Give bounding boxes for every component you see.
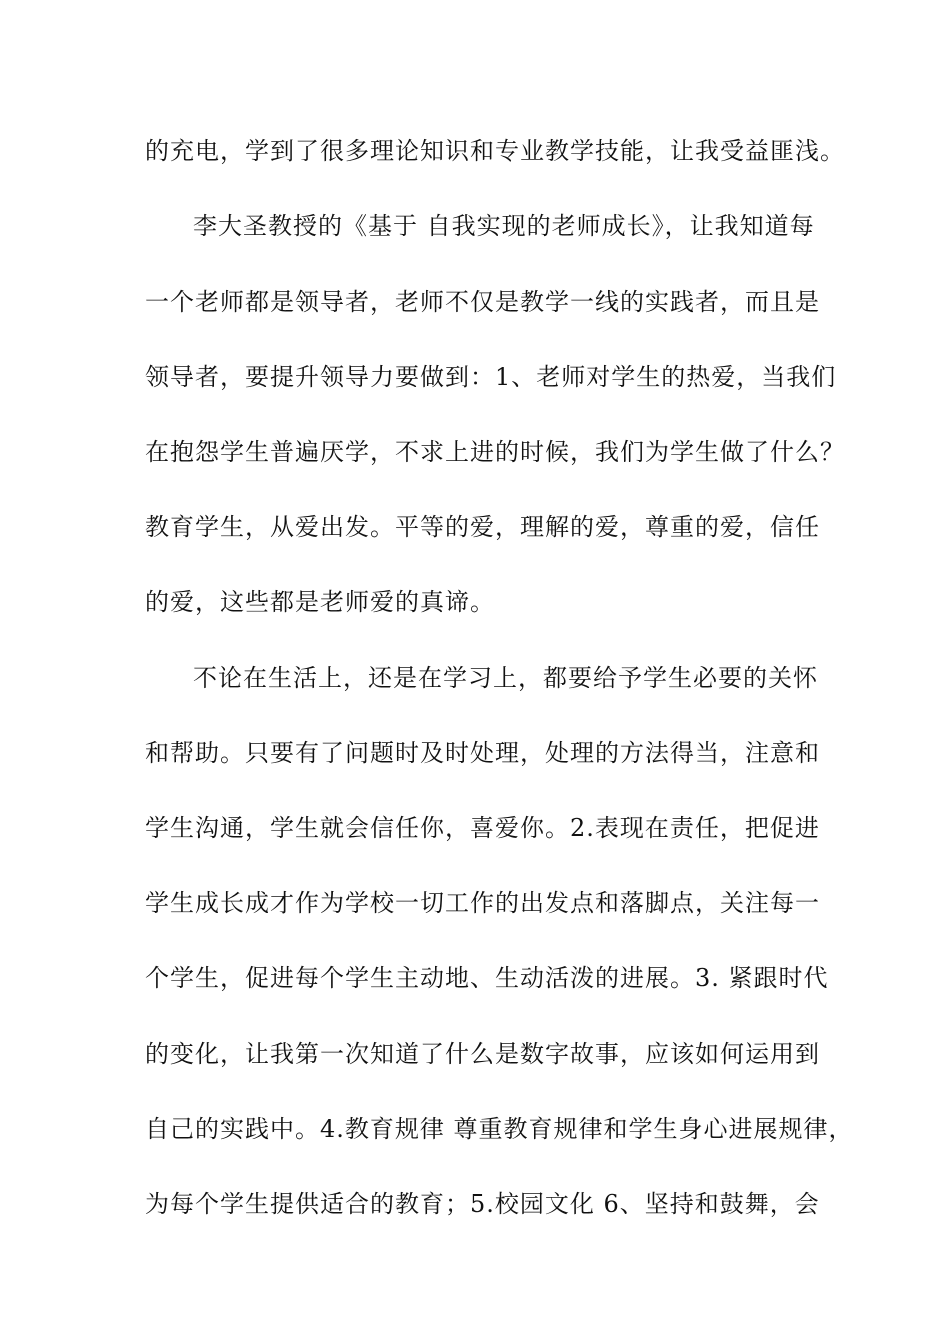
text-line: 的爱，这些都是老师爱的真谛。 bbox=[145, 588, 495, 616]
text-line: 学生沟通，学生就会信任你，喜爱你。2.表现在责任，把促进 bbox=[145, 814, 820, 842]
text-line: 在抱怨学生普遍厌学，不求上进的时候，我们为学生做了什么？ bbox=[145, 438, 845, 466]
text-line: 个学生，促进每个学生主动地、生动活泼的进展。3. 紧跟时代 bbox=[145, 964, 829, 992]
text-line: 自己的实践中。4.教育规律 尊重教育规律和学生身心进展规律， bbox=[145, 1115, 854, 1143]
text-line: 和帮助。只要有了问题时及时处理，处理的方法得当，注意和 bbox=[145, 739, 820, 767]
paragraph-first-line: 不论在生活上，还是在学习上，都要给予学生必要的关怀 bbox=[193, 664, 818, 692]
text-line: 学生成长成才作为学校一切工作的出发点和落脚点，关注每一 bbox=[145, 889, 820, 917]
text-line: 的充电，学到了很多理论知识和专业教学技能，让我受益匪浅。 bbox=[145, 137, 845, 165]
text-line: 的变化，让我第一次知道了什么是数字故事，应该如何运用到 bbox=[145, 1040, 820, 1068]
paragraph-first-line: 李大圣教授的《基于 自我实现的老师成长》，让我知道每 bbox=[193, 212, 815, 240]
text-line: 一个老师都是领导者，老师不仅是教学一线的实践者，而且是 bbox=[145, 288, 820, 316]
text-line: 领导者，要提升领导力要做到：1、老师对学生的热爱，当我们 bbox=[145, 363, 837, 391]
text-line: 教育学生，从爱出发。平等的爱，理解的爱，尊重的爱，信任 bbox=[145, 513, 820, 541]
text-line: 为每个学生提供适合的教育；5.校园文化 6、坚持和鼓舞，会 bbox=[145, 1190, 820, 1218]
